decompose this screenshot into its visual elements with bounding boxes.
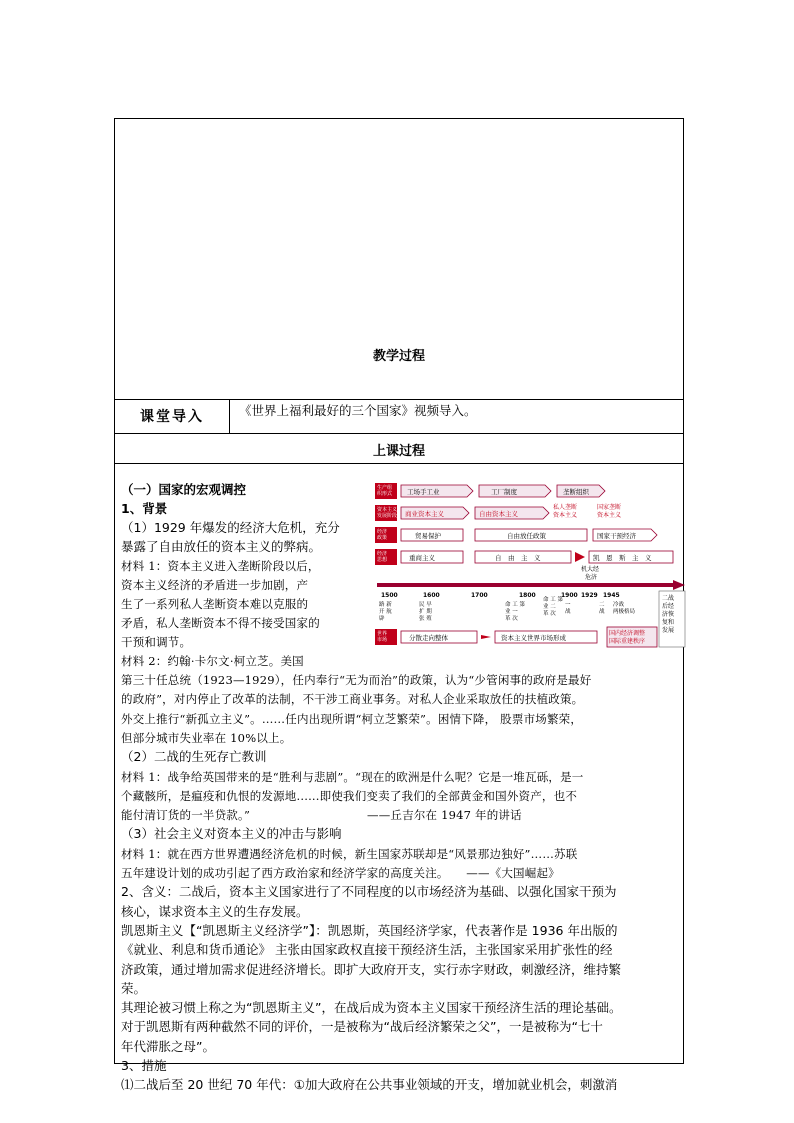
svg-text:两极格局: 两极格局 (613, 609, 636, 615)
year-label: 1900 (561, 592, 578, 599)
teaching-process-cell (115, 119, 683, 400)
svg-text:业 二: 业 二 (543, 604, 556, 610)
text-line: 材料 1：就在西方世界遭遇经济危机的时候，新生国家苏联却是“风景那边独好”……苏联 (121, 846, 578, 861)
text-line: 材料 2：约翰·卡尔文·柯立芝。美国 (121, 654, 304, 668)
bottom-item-2: 资本主义世界市场形成 (501, 634, 566, 642)
svg-text:发展: 发展 (662, 627, 675, 634)
text-line: 的政府”，对内停止了改革的法制，不干涉工商业事务。对私人企业采取放任的扶植政策。 (121, 692, 584, 707)
svg-text:命 工 第: 命 工 第 (543, 597, 563, 603)
text-line: 核心，谋求资本主义的生存发展。 (121, 903, 309, 919)
svg-text:世界: 世界 (377, 631, 388, 637)
row-label-3: 经济 (377, 529, 388, 535)
capitalism-timeline-diagram (375, 481, 687, 651)
svg-text:开 航: 开 航 (379, 609, 392, 615)
text-line: ⑴二战后至 20 世纪 70 年代：①加大政府在公共事业领域的开支，增加就业机会，刺激消 (121, 1077, 618, 1093)
row1-item-2: 工厂制度 (491, 488, 517, 496)
intro-label: 课堂导入 (115, 399, 230, 433)
row3-item-2: 自由放任政策 (507, 532, 546, 540)
text-line: 其理论被习惯上称之为“凯恩斯主义”，在战后成为资本主义国家干预经济生活的理论基础。 (121, 1000, 622, 1016)
text-line: 荣。 (121, 980, 147, 996)
svg-text:后经: 后经 (662, 603, 675, 610)
svg-text:市场: 市场 (377, 637, 388, 643)
text-line: 凯恩斯主义【“凯恩斯主义经济学”】：凯恩斯，英国经济学家，代表著作是 1936 年出版的 (121, 922, 618, 938)
svg-text:二: 二 (599, 602, 605, 608)
svg-text:革 次: 革 次 (543, 611, 556, 617)
svg-text:辟: 辟 (379, 616, 385, 622)
svg-text:张 殖: 张 殖 (419, 616, 432, 622)
svg-text:一: 一 (565, 602, 571, 608)
text-line: 1、背景 (121, 501, 168, 516)
year-label: 1600 (423, 592, 440, 599)
text-line: 干预和调节。 (121, 635, 192, 649)
intro-text: 《世界上福利最好的三个国家》视频导入。 (239, 403, 477, 418)
svg-text:民 早: 民 早 (419, 602, 432, 608)
row-label-4: 经济 (377, 551, 388, 557)
row2-item-1: 商业资本主义 (405, 510, 444, 518)
svg-text:织形式: 织形式 (377, 491, 393, 497)
bottom-item-1: 分散走向整体 (409, 634, 448, 642)
text-line: 2、含义：二战后，资本主义国家进行了不同程度的以市场经济为基础、以强化国家干预为 (121, 884, 617, 900)
text-line: 生了一系列私人垄断资本难以克服的 (121, 597, 309, 611)
text-line: 济政策，通过增加需求促进经济增长。即扩大政府开支，实行赤字财政，刺激经济，维持繁 (121, 961, 622, 977)
row4-item-3: 凯 恩 斯 主 义 (593, 554, 652, 562)
svg-text:命 工 第: 命 工 第 (505, 602, 525, 608)
row3-item-3: 国家干预经济 (597, 532, 636, 540)
text-line: 材料 1：战争给英国带来的是“胜利与悲剧”。“现在的欧洲是什么呢？它是一堆瓦砾，是一 (121, 769, 584, 784)
svg-text:济恢: 济恢 (662, 611, 675, 618)
row2-item-2: 自由资本主义 (479, 510, 518, 518)
row-label-1: 生产组 (377, 485, 393, 491)
text-line: 第三十任总统（1923—1929），任内奉行“无为而治”的政策，认为“少管闲事的政府是最好 (121, 673, 592, 687)
svg-text:复和: 复和 (662, 619, 675, 626)
text-line: 外交上推行“新孤立主义”。……任内出现所谓“柯立芝繁荣”。困情下降， 股票市场繁荣， (121, 711, 583, 726)
svg-text:路 新: 路 新 (379, 602, 392, 608)
row-label-2: 资本主义 (377, 507, 398, 513)
intro-row (115, 399, 683, 434)
svg-text:资本主义: 资本主义 (597, 512, 622, 519)
svg-text:政策: 政策 (377, 535, 388, 541)
row3-item-1: 贸易保护 (415, 532, 441, 540)
svg-text:革 次: 革 次 (505, 616, 518, 622)
svg-text:战: 战 (599, 609, 605, 615)
lesson-table (114, 118, 684, 1093)
text-line: （1）1929 年爆发的经济大危机，充分 (121, 520, 340, 535)
row2-item-4: 国家垄断 (597, 504, 622, 511)
text-line: 能付清订货的一半贷款。” ——丘吉尔在 1947 年的讲话 (121, 808, 522, 823)
text-line: （2）二战的生死存亡教训 (121, 749, 267, 765)
svg-text:思想: 思想 (377, 557, 388, 563)
text-line: （3）社会主义对资本主义的冲击与影响 (121, 826, 342, 842)
row4-item-2: 自 由 主 义 (495, 554, 541, 562)
text-line: 资本主义经济的矛盾进一步加剧，产 (121, 578, 309, 592)
svg-text:业 一: 业 一 (505, 609, 518, 615)
svg-text:冷战: 冷战 (613, 602, 625, 608)
row4-item-1: 重商主义 (409, 554, 435, 562)
text-line: 材料 1：资本主义进入垄断阶段以后， (121, 559, 320, 573)
year-label: 1945 (603, 592, 620, 599)
text-line: 3、措施 (121, 1058, 167, 1073)
process-title: 上课过程 (372, 444, 425, 459)
text-line: （一）国家的宏观调控 (121, 482, 247, 497)
svg-text:扩 期: 扩 期 (419, 609, 432, 615)
text-line: 对于凯恩斯有两种截然不同的评价，一是被称为“战后经济繁荣之父”，一是被称为“七十 (121, 1019, 603, 1035)
text-line: 但部分城市失业率在 10%以上。 (121, 730, 292, 745)
svg-text:国内经济调整: 国内经济调整 (609, 630, 646, 637)
svg-text:机大经: 机大经 (581, 566, 600, 573)
text-line: 年代滞胀之母”。 (121, 1038, 215, 1054)
year-label: 1800 (519, 592, 536, 599)
text-line: 矛盾，私人垄断资本不得不接受国家的 (121, 616, 320, 630)
year-label: 1500 (381, 592, 398, 599)
row1-item-1: 工场手工业 (407, 488, 440, 496)
year-label: 1700 (471, 592, 488, 599)
row2-item-3: 私人垄断 (553, 504, 578, 511)
text-line: 五年建设计划的成功引起了西方政治家和经济学家的高度关注。 ——《大国崛起》 (121, 866, 560, 880)
svg-text:战: 战 (565, 609, 571, 615)
process-header-row (115, 433, 683, 464)
svg-text:危济: 危济 (585, 574, 598, 581)
text-line: 《就业、利息和货币通论》 主张由国家政权直接干预经济生活，主张国家采用扩张性的经 (121, 942, 613, 958)
text-line: 个藏骸所，是瘟疫和仇恨的发源地......即使我们变卖了我们的全部黄金和国外资产，也不 (121, 788, 578, 803)
text-line: 暴露了自由放任的资本主义的弊病。 (121, 539, 322, 554)
year-label: 1929 (581, 592, 598, 599)
row1-item-3: 垄断组织 (563, 488, 589, 496)
right-box-text: 二战 (662, 595, 675, 602)
svg-text:资本主义: 资本主义 (553, 512, 578, 519)
svg-text:国际重建秩序: 国际重建秩序 (609, 638, 646, 645)
svg-text:发展阶段: 发展阶段 (377, 513, 398, 519)
teaching-process-heading: 教学过程 (372, 349, 425, 364)
